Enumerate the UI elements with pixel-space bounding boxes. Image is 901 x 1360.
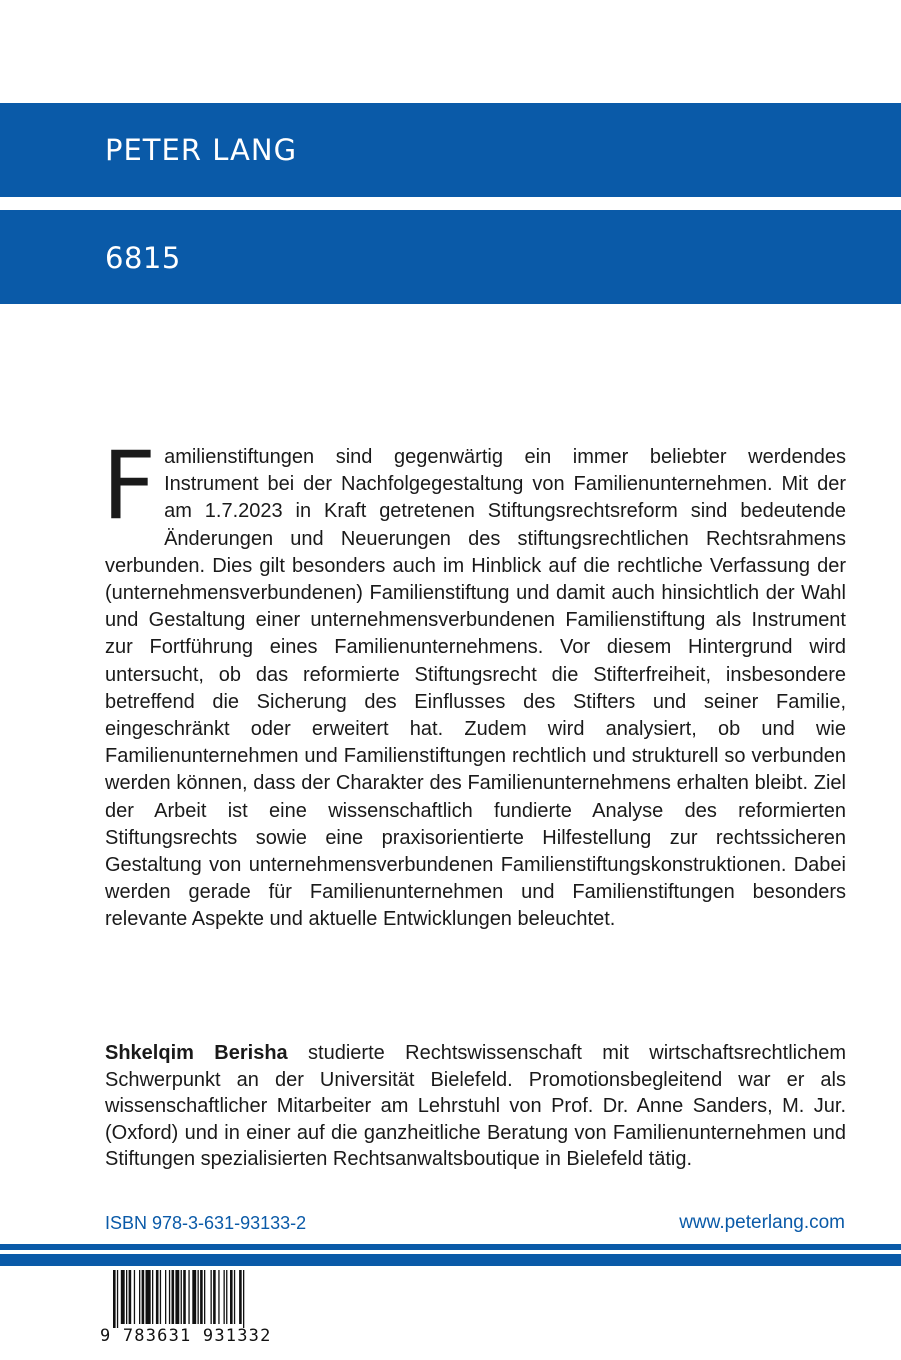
author-bio-text: studierte Rechtswissenschaft mit wirtschaftsrechtlichem Schwerpunkt an der Universität Bielefeld. Promotionsbegleitend war er als wissenschaftlicher Mitarbeiter am Lehrstuhl von Prof. Dr. Anne Sanders, M. Jur. (Oxford) und in einer auf die ganzheitliche Beratung von Familienunternehmen und Stiftungen spezialisierten Rechtsanwaltsboutique in Bielefeld tätig. [105, 1042, 846, 1170]
footer-rule-thin [0, 1244, 901, 1250]
author-bio [105, 1040, 846, 1173]
publisher-name: PETER LANG [105, 133, 298, 167]
abstract-text [102, 432, 846, 934]
publisher-band [0, 103, 901, 197]
barcode [100, 1268, 295, 1360]
abstract-dropcap: F [102, 432, 157, 541]
publisher-url[interactable]: www.peterlang.com [679, 1212, 845, 1233]
isbn-label: ISBN 978-3-631-93133-2 [105, 1213, 307, 1233]
barcode-digits: 9 783631 931332 [100, 1326, 272, 1346]
series-number: 6815 [105, 241, 181, 275]
footer-rule-thick [0, 1254, 901, 1266]
barcode-bars [100, 1268, 295, 1328]
abstract-body: amilienstiftungen sind gegenwärtig ein immer beliebter werdendes Instrument bei der Nachfolgegestaltung von Familienunternehmen. Mit der am 1.7.2023 in Kraft getretenen Stiftungsrechtsreform sind bedeutende Änderungen und Neuerungen des stiftungsrechtlichen Rechtsrahmens verbunden. Dies gilt besonders auch im Hinblick auf die rechtliche Verfassung der (unternehmensverbundenen) Familienstiftung und damit auch hinsichtlich der Wahl und Gestaltung einer unternehmensverbundenen Familienstiftung als Instrument zur Fortführung eines Familienunternehmens. Vor diesem Hintergrund wird untersucht, ob das reformierte Stiftungsrecht die Stifterfreiheit, insbesondere betreffend die Sicherung des Einflusses des Stifters und seiner Familie, eingeschränkt oder erweitert hat. Zudem wird analysiert, ob und wie Familienunternehmen und Familienstiftungen rechtlich und strukturell so verbunden werden können, dass der Charakter des Familienunternehmens erhalten bleibt. Ziel der Arbeit ist eine wissenschaftlich fundierte Analyse des reformierten Stiftungsrechts sowie eine praxisorientierte Hilfestellung zur rechtssicheren Gestaltung von unternehmensverbundenen Familienstiftungskonstruktionen. Dabei werden gerade für Familienunternehmen und Familienstiftungen besonders relevante Aspekte und aktuelle Entwicklungen beleuchtet. [105, 446, 846, 931]
series-band [0, 210, 901, 304]
author-name: Shkelqim Berisha [105, 1042, 288, 1064]
